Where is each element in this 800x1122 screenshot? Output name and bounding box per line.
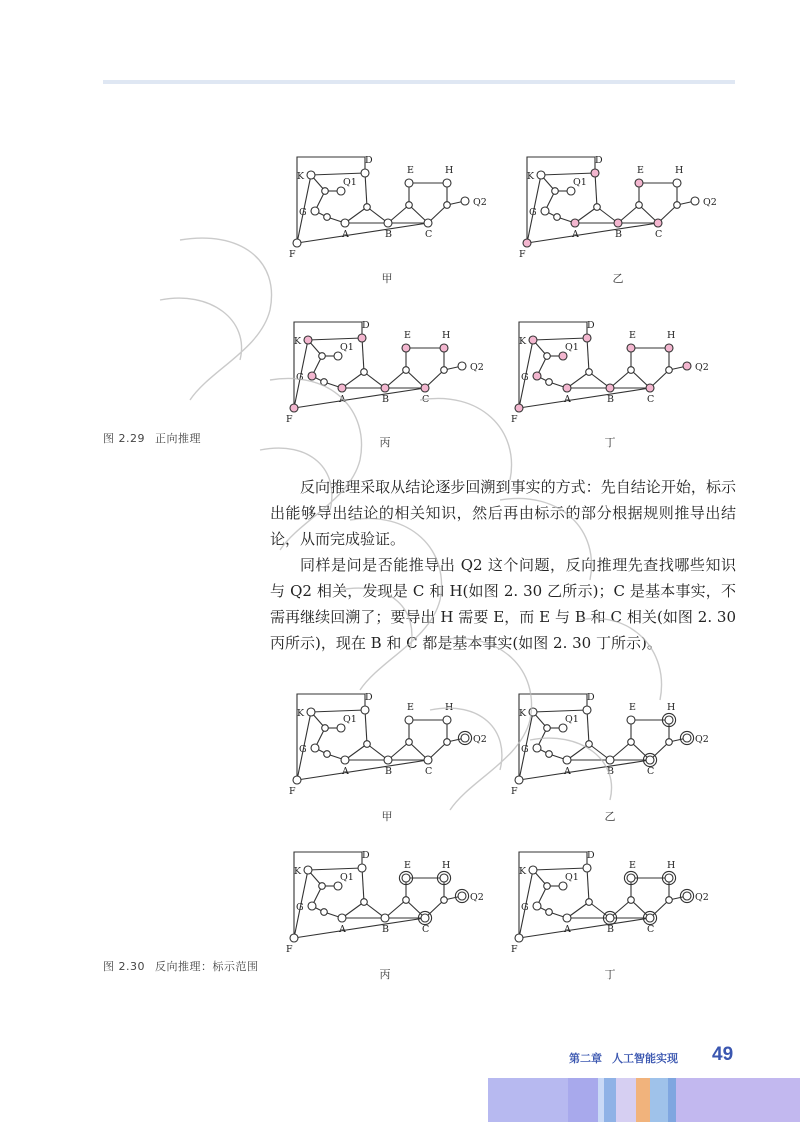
figure-number: 图 2.29 — [103, 432, 145, 445]
node-label-K: K — [527, 171, 535, 182]
node-K — [529, 708, 537, 716]
node-j3 — [441, 367, 448, 374]
node-E — [635, 179, 643, 187]
node-label-C: C — [647, 394, 655, 405]
node-Q1 — [337, 187, 345, 195]
fig229-label-yi: 乙 — [612, 272, 624, 285]
node-label-B: B — [607, 924, 614, 935]
node-B — [384, 756, 392, 764]
edge — [519, 322, 587, 408]
node-j3 — [441, 897, 448, 904]
node-D — [358, 334, 366, 342]
node-K — [307, 708, 315, 716]
node-label-D: D — [362, 850, 370, 861]
node-j1 — [586, 899, 593, 906]
fig230-diagram-yi — [507, 682, 707, 818]
node-j2 — [406, 202, 413, 209]
fig230-label-bing: 丙 — [379, 968, 391, 981]
node-K — [537, 171, 545, 179]
node-label-Q2: Q2 — [695, 892, 709, 903]
node-F — [293, 239, 301, 247]
edge-K-D — [308, 868, 362, 870]
edge-K-D — [308, 338, 362, 340]
node-label-E: E — [404, 860, 411, 871]
node-G — [533, 372, 541, 380]
node-label-Q1: Q1 — [565, 714, 579, 725]
edge-D-j1 — [587, 710, 589, 744]
node-F — [293, 776, 301, 784]
node-label-G: G — [299, 744, 307, 755]
node-j1 — [361, 369, 368, 376]
node-label-E: E — [637, 165, 644, 176]
fig230-label-yi: 乙 — [604, 810, 616, 823]
node-H — [440, 344, 448, 352]
edge-D-j1 — [595, 173, 597, 207]
edge-K-D — [533, 868, 587, 870]
node-label-K: K — [297, 171, 305, 182]
node-g1 — [321, 909, 328, 916]
node-label-D: D — [595, 155, 603, 166]
node-label-H: H — [667, 702, 676, 713]
node-k1 — [544, 353, 551, 360]
edge-F-C — [297, 223, 428, 243]
node-label-E: E — [629, 330, 636, 341]
node-K — [304, 866, 312, 874]
node-K — [304, 336, 312, 344]
node-Q1 — [334, 352, 342, 360]
node-A — [341, 219, 349, 227]
node-label-H: H — [442, 860, 451, 871]
node-D — [358, 864, 366, 872]
node-j3 — [666, 897, 673, 904]
node-label-Q1: Q1 — [340, 342, 354, 353]
fig230-diagram-ding — [507, 840, 707, 976]
node-g1 — [546, 379, 553, 386]
edge-F-C — [297, 760, 428, 780]
node-label-Q1: Q1 — [343, 714, 357, 725]
node-label-F: F — [511, 786, 518, 797]
node-j3 — [444, 202, 451, 209]
node-label-B: B — [382, 394, 389, 405]
edge-F-C — [527, 223, 658, 243]
node-label-C: C — [647, 766, 655, 777]
node-label-Q1: Q1 — [343, 177, 357, 188]
edge-D-j1 — [587, 868, 589, 902]
node-Q2 — [461, 197, 469, 205]
node-label-C: C — [422, 394, 430, 405]
chapter-title: 人工智能实现 — [612, 1052, 678, 1065]
edge-D-j1 — [587, 338, 589, 372]
edge-K-D — [533, 710, 587, 712]
inference-network-svg — [285, 682, 485, 818]
running-footer — [569, 1050, 688, 1066]
node-G — [533, 902, 541, 910]
node-Q1 — [559, 882, 567, 890]
inference-network-svg — [507, 310, 707, 446]
node-Q1 — [334, 882, 342, 890]
node-F — [290, 404, 298, 412]
node-E — [405, 179, 413, 187]
figure-number: 图 2.30 — [103, 960, 145, 973]
node-H — [673, 179, 681, 187]
node-label-B: B — [615, 229, 622, 240]
node-C — [421, 384, 429, 392]
node-label-C: C — [425, 766, 433, 777]
node-B — [384, 219, 392, 227]
node-D — [361, 169, 369, 177]
node-k1 — [319, 353, 326, 360]
node-label-K: K — [297, 708, 305, 719]
node-j1 — [586, 369, 593, 376]
node-K — [529, 336, 537, 344]
edge-F-C — [294, 918, 425, 938]
edge — [297, 157, 365, 243]
node-label-H: H — [442, 330, 451, 341]
node-C — [424, 219, 432, 227]
paragraph-1: 反向推理采取从结论逐步回溯到事实的方式：先自结论开始，标示出能够导出结论的相关知识，然后再由标示的部分根据规则推导出结论，从而完成验证。 — [270, 478, 736, 548]
node-k1 — [322, 188, 329, 195]
node-label-A: A — [572, 229, 579, 240]
node-B — [606, 914, 614, 922]
node-label-E: E — [407, 165, 414, 176]
node-A — [563, 756, 571, 764]
node-label-D: D — [587, 692, 595, 703]
node-C — [421, 914, 429, 922]
node-label-F: F — [286, 944, 293, 955]
node-k1 — [544, 883, 551, 890]
node-G — [541, 207, 549, 215]
node-F — [515, 404, 523, 412]
paragraph-2: 同样是问是否能推导出 Q2 这个问题，反向推理先查找哪些知识与 Q2 相关，发现是 C 和 H(如图 2. 30 乙所示)；C 是基本事实，不需再继续回溯了；要导出 H 需要 E，而 E 与 B 和 C 相关(如图 2. 30 丙所示)，现在 B 和 C 都是基本事实(如图 2. 30 丁所示)。 — [270, 556, 736, 652]
node-Q2 — [683, 892, 691, 900]
node-label-K: K — [294, 336, 302, 347]
node-C — [646, 914, 654, 922]
node-label-C: C — [655, 229, 663, 240]
node-label-A: A — [339, 394, 346, 405]
fig229-label-jia: 甲 — [381, 272, 393, 285]
node-j2 — [636, 202, 643, 209]
page-number: 49 — [712, 1044, 734, 1065]
node-label-F: F — [286, 414, 293, 425]
node-j1 — [364, 741, 371, 748]
node-label-H: H — [667, 860, 676, 871]
fig229-diagram-jia — [285, 145, 485, 281]
node-A — [563, 914, 571, 922]
node-F — [523, 239, 531, 247]
node-j2 — [628, 739, 635, 746]
node-Q2 — [683, 734, 691, 742]
node-F — [515, 776, 523, 784]
node-g1 — [324, 214, 331, 221]
edge-K-D — [541, 173, 595, 175]
node-Q2 — [461, 734, 469, 742]
node-B — [614, 219, 622, 227]
node-k1 — [552, 188, 559, 195]
node-label-G: G — [529, 207, 537, 218]
node-label-G: G — [521, 902, 529, 913]
node-label-C: C — [647, 924, 655, 935]
node-H — [443, 716, 451, 724]
node-label-F: F — [289, 786, 296, 797]
figure-title: 反向推理：标示范围 — [155, 960, 259, 973]
node-D — [591, 169, 599, 177]
node-D — [361, 706, 369, 714]
node-E — [402, 874, 410, 882]
edge-F-C — [519, 388, 650, 408]
node-label-Q2: Q2 — [695, 362, 709, 373]
node-C — [424, 756, 432, 764]
fig230-label-jia: 甲 — [381, 810, 393, 823]
node-A — [563, 384, 571, 392]
edge — [294, 322, 362, 408]
node-B — [606, 384, 614, 392]
header-rule — [103, 80, 735, 84]
node-E — [405, 716, 413, 724]
node-label-D: D — [362, 320, 370, 331]
footer-color-bar — [488, 1078, 800, 1122]
node-B — [606, 756, 614, 764]
node-label-H: H — [445, 702, 454, 713]
node-label-A: A — [342, 766, 349, 777]
inference-network-svg — [507, 682, 707, 818]
node-label-B: B — [607, 394, 614, 405]
body-text — [270, 474, 736, 656]
node-label-C: C — [425, 229, 433, 240]
node-label-G: G — [521, 372, 529, 383]
node-label-Q2: Q2 — [703, 197, 717, 208]
node-H — [440, 874, 448, 882]
node-j3 — [666, 367, 673, 374]
node-Q2 — [458, 892, 466, 900]
node-label-F: F — [511, 414, 518, 425]
node-k1 — [544, 725, 551, 732]
watermark-stroke — [160, 298, 242, 360]
node-label-K: K — [519, 708, 527, 719]
edge — [527, 157, 595, 243]
node-E — [627, 344, 635, 352]
node-K — [307, 171, 315, 179]
node-A — [338, 914, 346, 922]
node-j3 — [674, 202, 681, 209]
node-label-K: K — [519, 866, 527, 877]
edge-D-j1 — [365, 173, 367, 207]
node-label-E: E — [629, 702, 636, 713]
node-label-B: B — [385, 766, 392, 777]
edge — [297, 694, 365, 780]
edge-K-D — [311, 710, 365, 712]
node-label-F: F — [519, 249, 526, 260]
node-label-D: D — [365, 155, 373, 166]
fig230-label-ding: 丁 — [604, 968, 616, 981]
node-label-H: H — [675, 165, 684, 176]
fig229-label-bing: 丙 — [379, 436, 391, 449]
node-j1 — [594, 204, 601, 211]
edge-D-j1 — [362, 338, 364, 372]
node-k1 — [322, 725, 329, 732]
edge-F-C — [519, 760, 650, 780]
fig229-diagram-ding — [507, 310, 707, 446]
node-E — [627, 716, 635, 724]
edge-F-C — [519, 918, 650, 938]
node-label-G: G — [296, 902, 304, 913]
edge-D-j1 — [365, 710, 367, 744]
node-Q2 — [458, 362, 466, 370]
edge-F-C — [294, 388, 425, 408]
node-label-D: D — [587, 850, 595, 861]
node-G — [311, 744, 319, 752]
node-label-Q2: Q2 — [473, 197, 487, 208]
node-label-E: E — [629, 860, 636, 871]
node-g1 — [546, 909, 553, 916]
node-H — [443, 179, 451, 187]
node-label-D: D — [587, 320, 595, 331]
node-F — [290, 934, 298, 942]
node-j1 — [364, 204, 371, 211]
fig229-label-ding: 丁 — [604, 436, 616, 449]
node-label-Q1: Q1 — [573, 177, 587, 188]
node-j2 — [406, 739, 413, 746]
node-D — [583, 706, 591, 714]
inference-network-svg — [282, 310, 482, 446]
node-j3 — [444, 739, 451, 746]
node-B — [381, 384, 389, 392]
node-label-G: G — [296, 372, 304, 383]
node-label-A: A — [564, 394, 571, 405]
edge — [519, 852, 587, 938]
figure-2-30-caption — [103, 958, 259, 974]
node-G — [308, 902, 316, 910]
node-label-A: A — [342, 229, 349, 240]
node-label-G: G — [521, 744, 529, 755]
node-label-B: B — [607, 766, 614, 777]
node-C — [646, 756, 654, 764]
edge — [294, 852, 362, 938]
node-label-Q1: Q1 — [565, 342, 579, 353]
node-H — [665, 716, 673, 724]
node-E — [627, 874, 635, 882]
figure-title: 正向推理 — [155, 432, 201, 445]
node-Q2 — [691, 197, 699, 205]
inference-network-svg — [282, 840, 482, 976]
node-Q1 — [559, 352, 567, 360]
node-j1 — [586, 741, 593, 748]
watermark-stroke — [180, 238, 272, 400]
node-g1 — [546, 751, 553, 758]
node-label-Q2: Q2 — [470, 892, 484, 903]
fig229-diagram-yi — [515, 145, 715, 281]
node-label-K: K — [519, 336, 527, 347]
node-label-K: K — [294, 866, 302, 877]
edge — [519, 694, 587, 780]
chapter-number: 第二章 — [569, 1052, 602, 1065]
inference-network-svg — [285, 145, 485, 281]
node-Q1 — [567, 187, 575, 195]
inference-network-svg — [507, 840, 707, 976]
node-label-A: A — [339, 924, 346, 935]
node-Q1 — [559, 724, 567, 732]
fig230-diagram-jia — [285, 682, 485, 818]
node-label-Q2: Q2 — [473, 734, 487, 745]
node-g1 — [324, 751, 331, 758]
node-G — [311, 207, 319, 215]
node-label-Q1: Q1 — [340, 872, 354, 883]
node-j2 — [403, 897, 410, 904]
node-g1 — [321, 379, 328, 386]
node-Q1 — [337, 724, 345, 732]
edge-D-j1 — [362, 868, 364, 902]
edge-K-D — [533, 338, 587, 340]
node-label-E: E — [407, 702, 414, 713]
node-C — [654, 219, 662, 227]
node-C — [646, 384, 654, 392]
node-j2 — [403, 367, 410, 374]
node-B — [381, 914, 389, 922]
inference-network-svg — [515, 145, 715, 281]
node-label-H: H — [445, 165, 454, 176]
node-label-C: C — [422, 924, 430, 935]
node-H — [665, 874, 673, 882]
node-j1 — [361, 899, 368, 906]
node-label-A: A — [564, 766, 571, 777]
node-label-G: G — [299, 207, 307, 218]
node-k1 — [319, 883, 326, 890]
node-E — [402, 344, 410, 352]
node-label-Q2: Q2 — [695, 734, 709, 745]
node-H — [665, 344, 673, 352]
node-label-Q2: Q2 — [470, 362, 484, 373]
node-D — [583, 334, 591, 342]
node-label-E: E — [404, 330, 411, 341]
node-j3 — [666, 739, 673, 746]
node-A — [571, 219, 579, 227]
node-label-H: H — [667, 330, 676, 341]
node-G — [533, 744, 541, 752]
node-G — [308, 372, 316, 380]
node-Q2 — [683, 362, 691, 370]
node-j2 — [628, 897, 635, 904]
fig229-diagram-bing — [282, 310, 482, 446]
node-A — [341, 756, 349, 764]
figure-2-29-caption — [103, 430, 201, 446]
node-label-B: B — [385, 229, 392, 240]
node-F — [515, 934, 523, 942]
node-D — [583, 864, 591, 872]
edge-K-D — [311, 173, 365, 175]
node-label-F: F — [511, 944, 518, 955]
node-label-Q1: Q1 — [565, 872, 579, 883]
node-label-F: F — [289, 249, 296, 260]
node-g1 — [554, 214, 561, 221]
node-label-B: B — [382, 924, 389, 935]
node-A — [338, 384, 346, 392]
node-label-A: A — [564, 924, 571, 935]
node-K — [529, 866, 537, 874]
node-label-D: D — [365, 692, 373, 703]
node-j2 — [628, 367, 635, 374]
fig230-diagram-bing — [282, 840, 482, 976]
